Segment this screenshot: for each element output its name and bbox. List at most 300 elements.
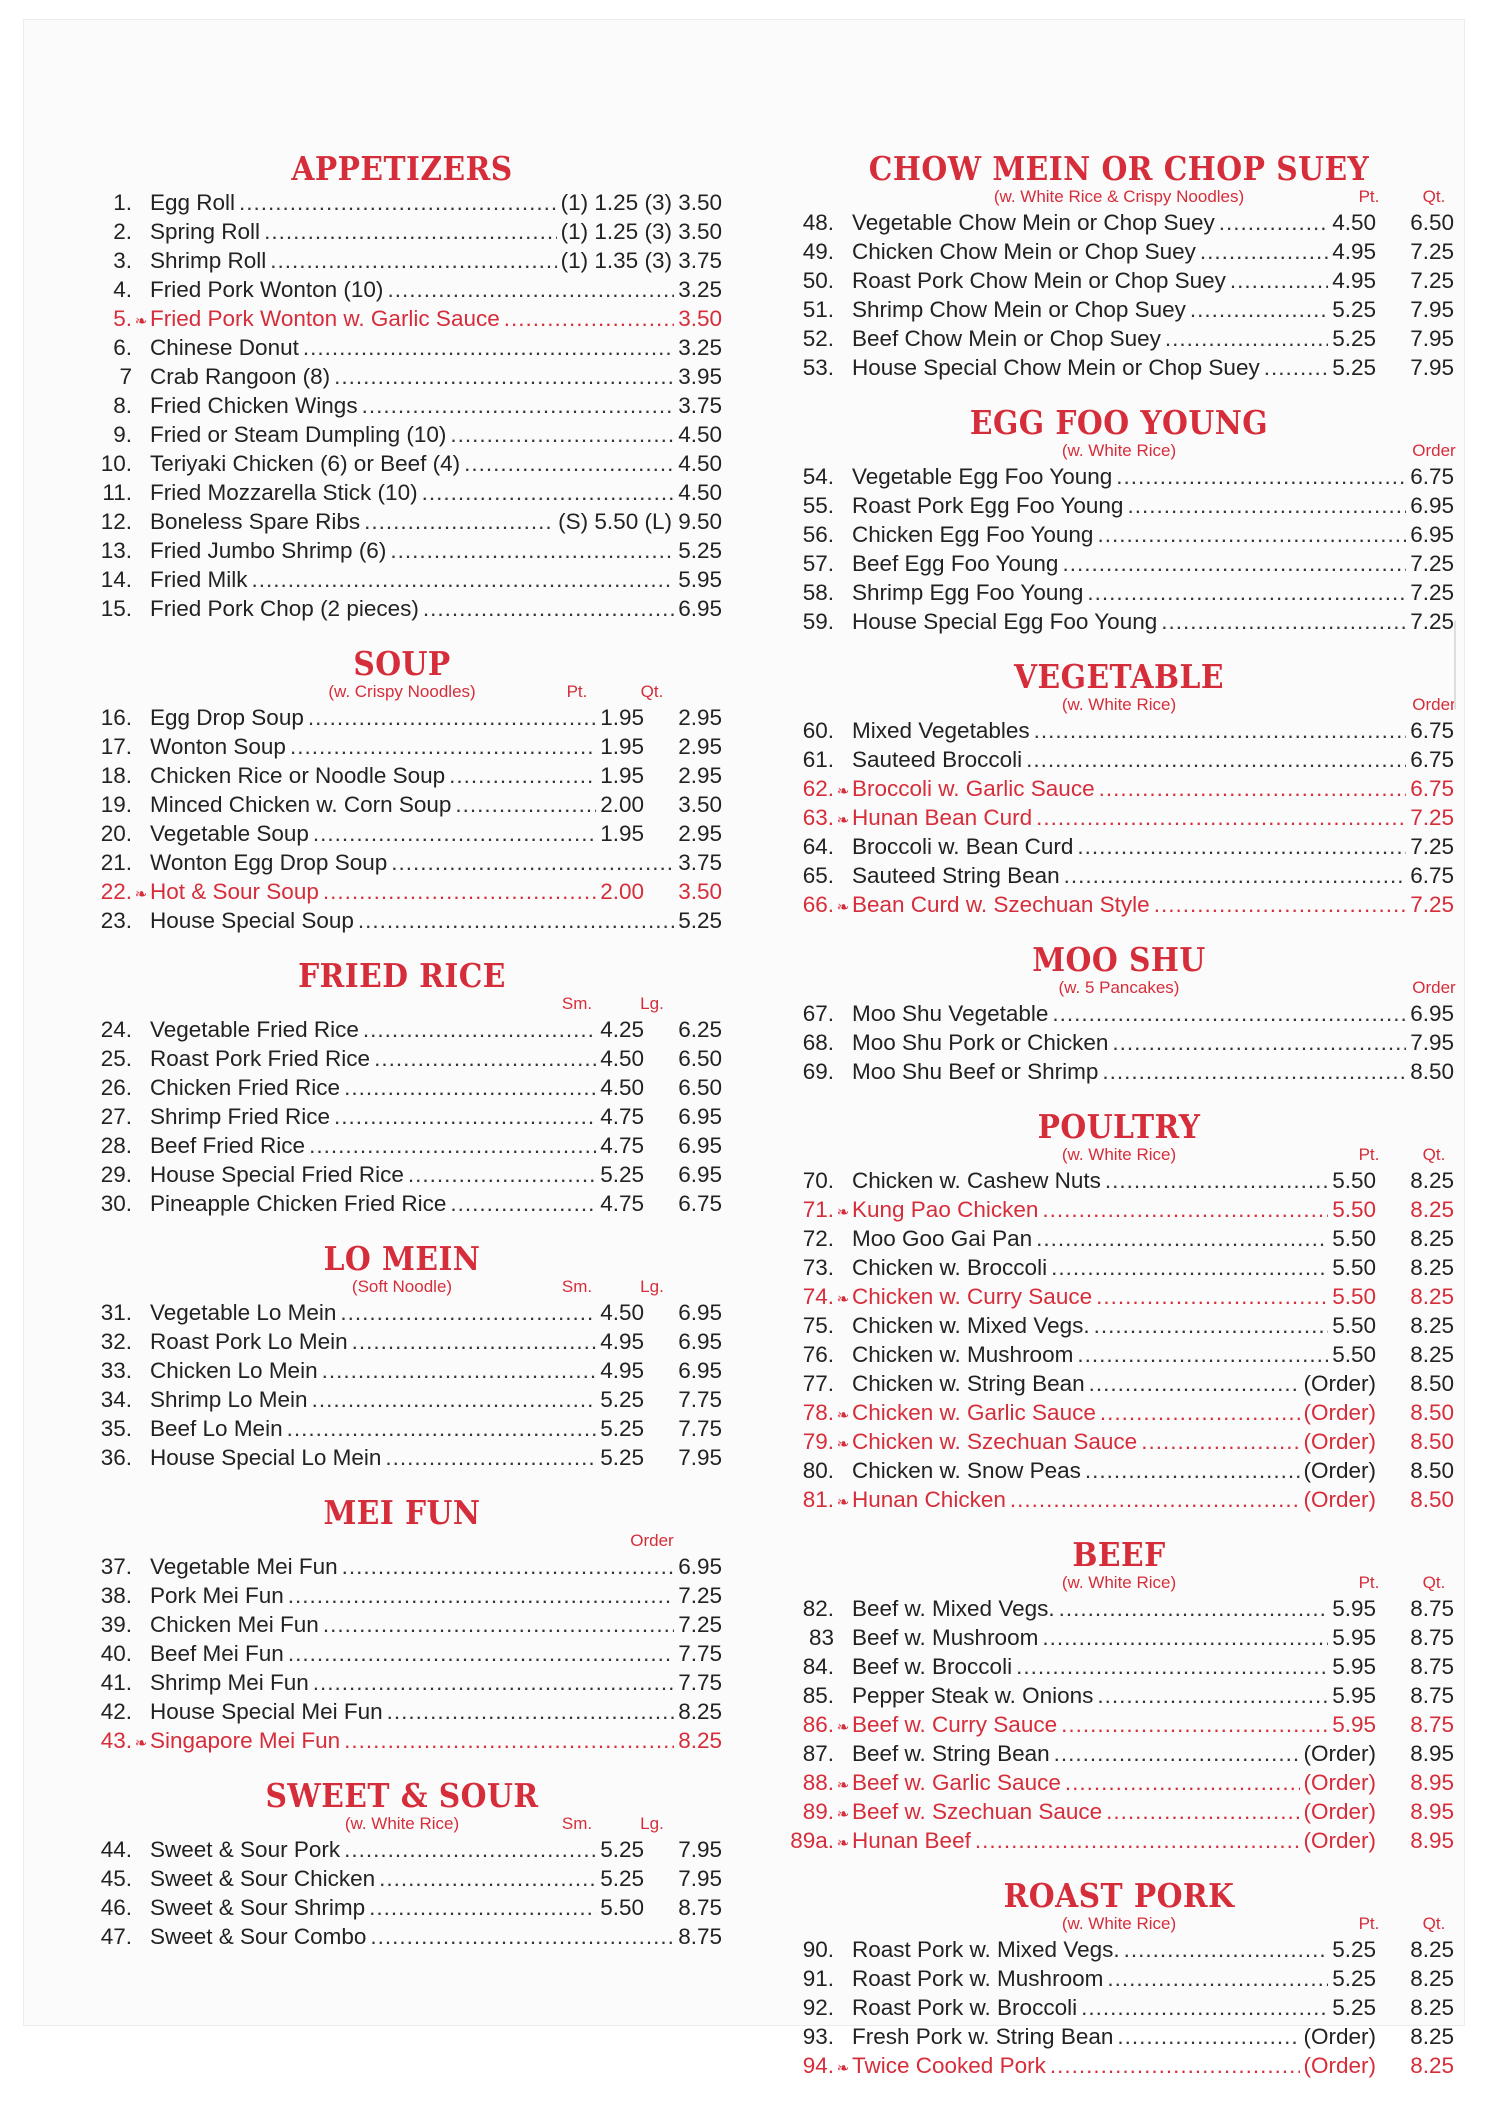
- column-header-order: Order: [1412, 978, 1456, 997]
- item-price: (Order): [1303, 2053, 1376, 2078]
- leader-dots: [270, 246, 556, 275]
- leader-dots: [352, 1327, 597, 1356]
- leader-dots: [1105, 1166, 1328, 1195]
- item-price-large: 7.75: [678, 1387, 722, 1412]
- spicy-icon: ❧: [836, 1835, 850, 1852]
- menu-item: [82, 1443, 722, 1472]
- item-number: 4.: [113, 277, 132, 302]
- item-number: 2.: [113, 219, 132, 244]
- item-number: 12.: [100, 509, 132, 534]
- item-price-large: 2.95: [678, 821, 722, 846]
- column-header-pt: Pt.: [1358, 1914, 1380, 1933]
- leader-dots: [334, 362, 674, 391]
- leader-dots: [344, 1835, 596, 1864]
- item-number: 24.: [100, 1017, 132, 1042]
- menu-item: [784, 1427, 1454, 1456]
- item-name: Pepper Steak w. Onions: [852, 1683, 1094, 1708]
- item-price: (Order): [1303, 1371, 1376, 1396]
- menu-item: [82, 1835, 722, 1864]
- item-price: 5.50: [1332, 1197, 1376, 1222]
- item-price: (S) 5.50 (L) 9.50: [558, 509, 722, 534]
- column-header-sm: Sm.: [561, 994, 593, 1013]
- menu-item: [784, 1681, 1454, 1710]
- item-name: Fried Jumbo Shrimp (6): [150, 538, 387, 563]
- menu-item: [784, 549, 1454, 578]
- menu-item: [82, 391, 722, 420]
- section-chow-mein-or-chop-suey: [784, 150, 1454, 382]
- menu-item: [82, 1327, 722, 1356]
- item-price-large: 6.95: [678, 1162, 722, 1187]
- item-price-large: 7.95: [678, 1837, 722, 1862]
- leader-dots: [1107, 1964, 1328, 1993]
- menu-item: [784, 1166, 1454, 1195]
- menu-item: [82, 1102, 722, 1131]
- item-price: 4.50: [600, 1075, 644, 1100]
- item-number: 33.: [100, 1358, 132, 1383]
- section-note: (w. White Rice): [1061, 1914, 1177, 1933]
- spicy-icon: ❧: [836, 1806, 850, 1823]
- item-number: 61.: [802, 747, 834, 772]
- section-title: ROAST PORK: [1003, 1876, 1235, 1915]
- section-soup: [82, 645, 722, 935]
- item-price-large: 8.75: [1410, 1625, 1454, 1650]
- item-name: Roast Pork w. Mushroom: [852, 1966, 1104, 1991]
- item-price-large: 6.95: [678, 1300, 722, 1325]
- item-name: Roast Pork Egg Foo Young: [852, 493, 1124, 518]
- item-name: Shrimp Fried Rice: [150, 1104, 331, 1129]
- item-name: Beef w. Broccoli: [852, 1654, 1013, 1679]
- item-price-large: 7.95: [1410, 355, 1454, 380]
- section-note: (w. White Rice): [1061, 441, 1177, 460]
- leader-dots: [455, 790, 596, 819]
- item-number: 81.: [802, 1487, 834, 1512]
- menu-item: [784, 2051, 1454, 2080]
- item-price-large: 8.25: [1410, 1226, 1454, 1251]
- section-note: (w. White Rice & Crispy Noodles): [993, 187, 1245, 206]
- item-name: Fried Pork Wonton w. Garlic Sauce: [150, 306, 500, 331]
- item-price-large: 8.25: [1410, 1342, 1454, 1367]
- item-price: (Order): [1303, 1799, 1376, 1824]
- column-header-pt: Pt.: [1358, 1145, 1380, 1164]
- item-number: 21.: [100, 850, 132, 875]
- item-price: 4.75: [600, 1191, 644, 1216]
- item-name: Vegetable Mei Fun: [150, 1554, 338, 1579]
- item-number: 59.: [802, 609, 834, 634]
- item-price: 8.25: [678, 1699, 722, 1724]
- menu-item: [784, 1398, 1454, 1427]
- column-header-lg: Lg.: [640, 994, 664, 1013]
- menu-item: [784, 1935, 1454, 1964]
- spicy-icon: ❧: [836, 1777, 850, 1794]
- menu-item: [82, 594, 722, 623]
- menu-item: [82, 1581, 722, 1610]
- column-header-qt: Qt.: [1422, 1573, 1446, 1592]
- item-name: Roast Pork Chow Mein or Chop Suey: [852, 268, 1226, 293]
- spicy-icon: ❧: [836, 1291, 850, 1308]
- section-title: VEGETABLE: [1014, 657, 1224, 696]
- item-price-large: 8.25: [1410, 2024, 1454, 2049]
- leader-dots: [303, 333, 674, 362]
- leader-dots: [1094, 1311, 1329, 1340]
- menu-item: [784, 607, 1454, 636]
- item-price-large: 6.25: [678, 1017, 722, 1042]
- menu-page: [24, 20, 1464, 2078]
- menu-item: [82, 848, 722, 877]
- item-number: 63.: [802, 805, 834, 830]
- leader-dots: [312, 1385, 597, 1414]
- item-number: 5.: [113, 306, 132, 331]
- menu-item: [82, 1385, 722, 1414]
- item-number: 71.: [802, 1197, 834, 1222]
- paper-fold: [1454, 620, 1459, 710]
- item-price: 6.95: [678, 1554, 722, 1579]
- item-price: 7.25: [1410, 805, 1454, 830]
- item-price-large: 8.50: [1410, 1429, 1454, 1454]
- leader-dots: [390, 536, 674, 565]
- section-note: (w. Crispy Noodles): [328, 682, 476, 701]
- leader-dots: [1036, 1224, 1328, 1253]
- leader-dots: [323, 877, 596, 906]
- item-name: Egg Roll: [150, 190, 236, 215]
- item-name: House Special Soup: [150, 908, 354, 933]
- column-header-sm: Sm.: [561, 1277, 593, 1296]
- item-number: 70.: [802, 1168, 834, 1193]
- item-price: 5.25: [1332, 355, 1376, 380]
- leader-dots: [288, 1581, 674, 1610]
- item-price: 5.95: [678, 567, 722, 592]
- item-number: 34.: [100, 1387, 132, 1412]
- menu-item: [82, 1552, 722, 1581]
- item-price: 8.25: [678, 1728, 722, 1753]
- item-number: 3.: [113, 248, 132, 273]
- leader-dots: [1100, 1398, 1300, 1427]
- menu-item: [82, 1044, 722, 1073]
- item-price: 4.50: [678, 480, 722, 505]
- leader-dots: [344, 1073, 596, 1102]
- item-number: 6.: [113, 335, 132, 360]
- leader-dots: [1087, 578, 1406, 607]
- item-price: 4.75: [600, 1104, 644, 1129]
- menu-item: [784, 1594, 1454, 1623]
- item-number: 42.: [100, 1699, 132, 1724]
- item-number: 55.: [802, 493, 834, 518]
- menu-item: [82, 1356, 722, 1385]
- item-price: 3.75: [678, 850, 722, 875]
- menu-item: [784, 578, 1454, 607]
- leader-dots: [290, 732, 596, 761]
- menu-item: [784, 832, 1454, 861]
- section-sweet-and-sour: [82, 1777, 722, 1951]
- item-name: Sauteed String Bean: [852, 863, 1060, 888]
- leader-dots: [1106, 1797, 1299, 1826]
- column-header-qt: Qt.: [1422, 1914, 1446, 1933]
- item-price: 8.50: [1410, 1059, 1454, 1084]
- menu-item: [82, 565, 722, 594]
- item-price-large: 8.95: [1410, 1799, 1454, 1824]
- item-name: Shrimp Mei Fun: [150, 1670, 309, 1695]
- column-header-order: Order: [1412, 441, 1456, 460]
- menu-item: [82, 1864, 722, 1893]
- item-name: Mixed Vegetables: [852, 718, 1030, 743]
- item-price: 4.95: [600, 1358, 644, 1383]
- menu-item: [82, 536, 722, 565]
- item-number: 11.: [102, 480, 132, 505]
- item-name: Vegetable Soup: [150, 821, 309, 846]
- item-price: 7.95: [1410, 1030, 1454, 1055]
- item-number: 44.: [100, 1837, 132, 1862]
- item-price-large: 3.50: [678, 879, 722, 904]
- leader-dots: [288, 1639, 674, 1668]
- item-price-large: 6.95: [678, 1329, 722, 1354]
- leader-dots: [1099, 774, 1407, 803]
- leader-dots: [450, 1189, 596, 1218]
- item-price: 5.50: [1332, 1284, 1376, 1309]
- item-number: 31.: [100, 1300, 132, 1325]
- item-price: 5.95: [1332, 1683, 1376, 1708]
- item-number: 8.: [113, 393, 132, 418]
- item-price-large: 7.95: [678, 1445, 722, 1470]
- item-number: 53.: [802, 355, 834, 380]
- item-name: Chicken w. Mushroom: [852, 1342, 1074, 1367]
- item-price: 4.25: [600, 1017, 644, 1042]
- leader-dots: [1116, 462, 1406, 491]
- item-number: 39.: [100, 1612, 132, 1637]
- item-price: 5.50: [1332, 1342, 1376, 1367]
- item-name: Vegetable Fried Rice: [150, 1017, 359, 1042]
- leader-dots: [363, 1015, 596, 1044]
- item-price: 5.50: [1332, 1226, 1376, 1251]
- item-price: 5.25: [600, 1837, 644, 1862]
- section-note: (w. White Rice): [1061, 695, 1177, 714]
- item-number: 72.: [802, 1226, 834, 1251]
- item-name: Fried Pork Chop (2 pieces): [150, 596, 419, 621]
- section-appetizers: [82, 150, 722, 623]
- item-number: 22.: [100, 879, 132, 904]
- item-number: 43.: [100, 1728, 132, 1753]
- item-number: 36.: [100, 1445, 132, 1470]
- menu-item: [82, 732, 722, 761]
- item-name: Beef w. Mixed Vegs.: [852, 1596, 1055, 1621]
- item-price: 7.25: [678, 1583, 722, 1608]
- item-price-large: 8.50: [1410, 1458, 1454, 1483]
- section-mei-fun: [82, 1494, 722, 1755]
- item-price-large: 8.50: [1410, 1371, 1454, 1396]
- item-price: 5.25: [1332, 297, 1376, 322]
- item-price-large: 6.50: [678, 1046, 722, 1071]
- menu-item: [784, 1964, 1454, 1993]
- menu-item: [82, 275, 722, 304]
- item-name: Moo Goo Gai Pan: [852, 1226, 1033, 1251]
- menu-item: [784, 1652, 1454, 1681]
- item-name: Wonton Egg Drop Soup: [150, 850, 388, 875]
- item-number: 58.: [802, 580, 834, 605]
- item-number: 89.: [802, 1799, 834, 1824]
- column-header-pt: Pt.: [1358, 1573, 1380, 1592]
- item-price-large: 8.25: [1410, 1313, 1454, 1338]
- item-price: 4.95: [600, 1329, 644, 1354]
- item-number: 78.: [802, 1400, 834, 1425]
- item-price-large: 6.50: [1410, 210, 1454, 235]
- menu-item: [784, 324, 1454, 353]
- column-header-order: Order: [1412, 695, 1456, 714]
- column-header-qt: Qt.: [640, 682, 664, 701]
- item-price: 7.25: [1410, 580, 1454, 605]
- item-name: Egg Drop Soup: [150, 705, 304, 730]
- menu-item: [82, 304, 722, 333]
- item-price-large: 8.75: [1410, 1596, 1454, 1621]
- column-header-lg: Lg.: [640, 1277, 664, 1296]
- leader-dots: [1077, 1340, 1328, 1369]
- item-name: Boneless Spare Ribs: [150, 509, 361, 534]
- section-subheader: [784, 694, 1454, 716]
- menu-item: [82, 1073, 722, 1102]
- leader-dots: [1141, 1427, 1299, 1456]
- item-price-large: 6.75: [678, 1191, 722, 1216]
- item-number: 94.: [802, 2053, 834, 2078]
- item-number: 83: [808, 1625, 834, 1650]
- menu-item: [784, 1797, 1454, 1826]
- item-price: 5.95: [1332, 1625, 1376, 1650]
- menu-item: [784, 716, 1454, 745]
- spicy-icon: ❧: [836, 1719, 850, 1736]
- item-price: 3.25: [678, 335, 722, 360]
- item-price: (1) 1.35 (3) 3.75: [560, 248, 722, 273]
- item-number: 77.: [802, 1371, 834, 1396]
- leader-dots: [1016, 1652, 1328, 1681]
- menu-item: [784, 1485, 1454, 1514]
- item-number: 52.: [802, 326, 834, 351]
- menu-item: [82, 1668, 722, 1697]
- section-subheader: [82, 1530, 722, 1552]
- item-number: 66.: [802, 892, 834, 917]
- item-price: 1.95: [600, 734, 644, 759]
- item-name: Broccoli w. Bean Curd: [852, 834, 1074, 859]
- item-name: Beef Fried Rice: [150, 1133, 306, 1158]
- menu-item: [82, 703, 722, 732]
- spicy-icon: ❧: [836, 812, 850, 829]
- item-name: Hunan Chicken: [852, 1487, 1006, 1512]
- item-number: 29.: [100, 1162, 132, 1187]
- item-name: Beef Mei Fun: [150, 1641, 284, 1666]
- menu-item: [82, 790, 722, 819]
- menu-item: [784, 295, 1454, 324]
- item-price-large: 7.75: [678, 1416, 722, 1441]
- item-name: Pineapple Chicken Fried Rice: [150, 1191, 447, 1216]
- menu-item: [784, 491, 1454, 520]
- item-number: 10.: [100, 451, 132, 476]
- item-price: 5.25: [600, 1162, 644, 1187]
- section-egg-foo-young: [784, 404, 1454, 636]
- item-price: (Order): [1303, 1458, 1376, 1483]
- item-number: 49.: [802, 239, 834, 264]
- item-price-large: 8.75: [1410, 1683, 1454, 1708]
- item-number: 23.: [100, 908, 132, 933]
- leader-dots: [323, 1610, 674, 1639]
- leader-dots: [385, 1443, 596, 1472]
- section-title: SWEET & SOUR: [265, 1776, 539, 1815]
- item-name: House Special Egg Foo Young: [852, 609, 1158, 634]
- leader-dots: [309, 1131, 596, 1160]
- leader-dots: [252, 565, 675, 594]
- item-name: Roast Pork w. Broccoli: [852, 1995, 1078, 2020]
- item-number: 19.: [100, 792, 132, 817]
- item-price: 1.95: [600, 763, 644, 788]
- item-price-large: 8.50: [1410, 1487, 1454, 1512]
- item-name: Chinese Donut: [150, 335, 299, 360]
- item-price: (1) 1.25 (3) 3.50: [560, 219, 722, 244]
- menu-item: [82, 449, 722, 478]
- menu-item: [784, 1710, 1454, 1739]
- item-number: 27.: [100, 1104, 132, 1129]
- item-name: Roast Pork w. Mixed Vegs.: [852, 1937, 1120, 1962]
- item-price-large: 8.25: [1410, 1937, 1454, 1962]
- item-name: House Special Chow Mein or Chop Suey: [852, 355, 1260, 380]
- item-name: Beef w. Curry Sauce: [852, 1712, 1058, 1737]
- leader-dots: [1042, 1623, 1328, 1652]
- item-name: Moo Shu Pork or Chicken: [852, 1030, 1109, 1055]
- item-number: 60.: [802, 718, 834, 743]
- item-price: 7.75: [678, 1670, 722, 1695]
- menu-item: [82, 761, 722, 790]
- menu-item: [82, 1893, 722, 1922]
- section-title: CHOW MEIN OR CHOP SUEY: [868, 149, 1370, 188]
- menu-item: [784, 1623, 1454, 1652]
- menu-item: [784, 890, 1454, 919]
- item-price-large: 8.50: [1410, 1400, 1454, 1425]
- item-price: 5.25: [1332, 1937, 1376, 1962]
- item-name: House Special Fried Rice: [150, 1162, 404, 1187]
- item-price-large: 7.95: [1410, 326, 1454, 351]
- leader-dots: [387, 275, 674, 304]
- item-price-large: 2.95: [678, 763, 722, 788]
- leader-dots: [1036, 803, 1406, 832]
- menu-item: [82, 1131, 722, 1160]
- section-vegetable: [784, 658, 1454, 919]
- item-price: 4.50: [678, 422, 722, 447]
- leader-dots: [387, 1697, 675, 1726]
- column-header-sm: Sm.: [561, 1814, 593, 1833]
- section-fried-rice: [82, 957, 722, 1218]
- item-price-large: 8.25: [1410, 1168, 1454, 1193]
- menu-item: [82, 1298, 722, 1327]
- item-number: 30.: [100, 1191, 132, 1216]
- item-price: 5.25: [1332, 1966, 1376, 1991]
- item-number: 88.: [802, 1770, 834, 1795]
- item-price: 5.50: [1332, 1168, 1376, 1193]
- menu-item: [784, 745, 1454, 774]
- menu-item: [82, 1610, 722, 1639]
- leader-dots: [1042, 1195, 1328, 1224]
- spicy-icon: ❧: [836, 1436, 850, 1453]
- menu-item: [784, 1057, 1454, 1086]
- leader-dots: [1052, 999, 1406, 1028]
- item-name: Beef w. Garlic Sauce: [852, 1770, 1061, 1795]
- item-name: Roast Pork Lo Mein: [150, 1329, 348, 1354]
- item-number: 45.: [100, 1866, 132, 1891]
- item-price: 5.25: [1332, 326, 1376, 351]
- menu-item: [82, 1726, 722, 1755]
- item-name: Chicken w. Garlic Sauce: [852, 1400, 1096, 1425]
- leader-dots: [1064, 861, 1407, 890]
- item-name: Sweet & Sour Pork: [150, 1837, 341, 1862]
- leader-dots: [975, 1826, 1300, 1855]
- item-name: Chicken w. Curry Sauce: [852, 1284, 1093, 1309]
- item-price: (Order): [1303, 1429, 1376, 1454]
- item-name: Chicken w. Mixed Vegs.: [852, 1313, 1090, 1338]
- menu-item: [784, 237, 1454, 266]
- item-name: Wonton Soup: [150, 734, 286, 759]
- item-name: Broccoli w. Garlic Sauce: [852, 776, 1095, 801]
